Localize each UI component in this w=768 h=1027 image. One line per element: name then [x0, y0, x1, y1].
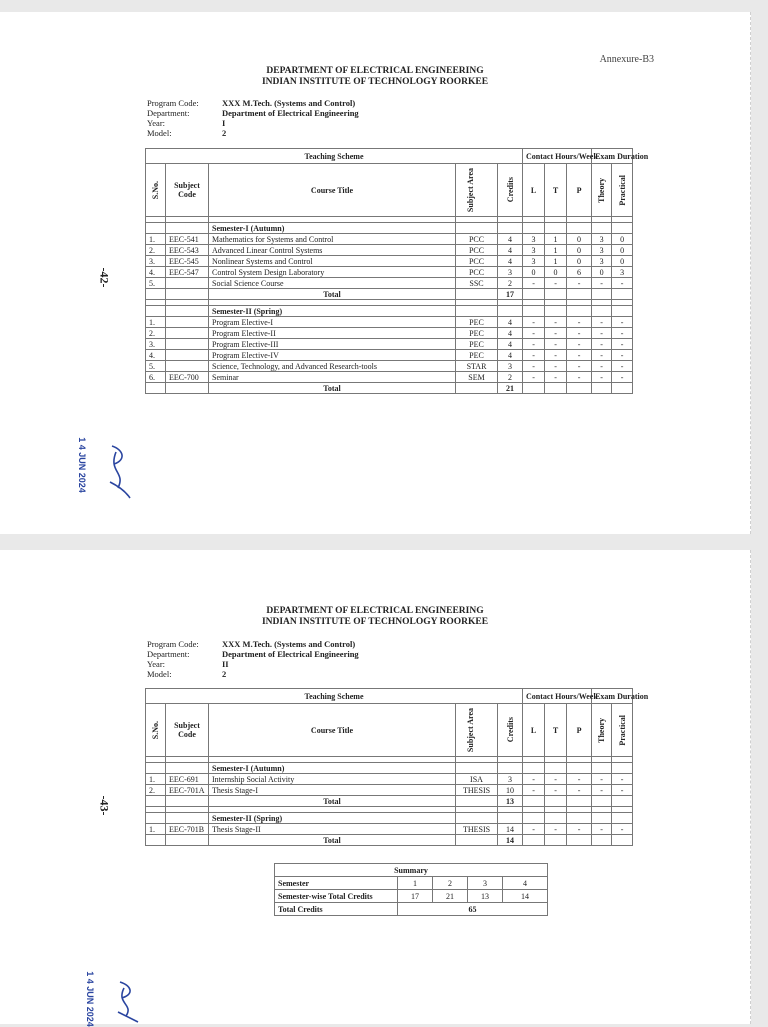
cell-theory: - — [592, 361, 612, 372]
cell-code: EEC-541 — [166, 234, 209, 245]
cell-l: - — [523, 824, 545, 835]
cell-area: THESIS — [456, 785, 498, 796]
teaching-scheme-header: Teaching Scheme — [146, 149, 523, 164]
cell-sno: 6. — [146, 372, 166, 383]
col-credits: Credits — [505, 717, 515, 743]
table-row — [146, 278, 633, 289]
cell-credits: 3 — [498, 774, 523, 785]
model-label: Model: — [147, 669, 172, 679]
col-theory: Theory — [597, 177, 607, 203]
cell-area: PCC — [456, 234, 498, 245]
contact-hours-header: Contact Hours/Week — [523, 149, 592, 164]
cell-title: Program Elective-II — [209, 328, 456, 339]
cell-practical: - — [612, 328, 633, 339]
cell-credits: 10 — [498, 785, 523, 796]
cell-sno: 2. — [146, 785, 166, 796]
total-credits: 21 — [498, 383, 523, 394]
cell-title: Science, Technology, and Advanced Research-tools — [209, 361, 456, 372]
cell-t: - — [545, 361, 567, 372]
total-label: Total — [209, 835, 456, 846]
model-label: Model: — [147, 128, 172, 138]
cell-sno: 2. — [146, 328, 166, 339]
cell-title: Internship Social Activity — [209, 774, 456, 785]
table-row — [146, 234, 633, 245]
cell-p: - — [567, 372, 592, 383]
cell-practical: 0 — [612, 245, 633, 256]
cell-p: - — [567, 278, 592, 289]
total-credits: 14 — [498, 835, 523, 846]
document-page-42 — [0, 12, 751, 534]
cell-title: Advanced Linear Control Systems — [209, 245, 456, 256]
col-sno: S.No. — [151, 180, 160, 200]
cell-p: - — [567, 328, 592, 339]
table-row — [146, 245, 633, 256]
cell-area: ISA — [456, 774, 498, 785]
summary-semester-1: 1 — [398, 877, 433, 890]
col-l: L — [523, 704, 545, 757]
cell-code — [166, 278, 209, 289]
summary-credits-2: 21 — [433, 890, 468, 903]
cell-credits: 4 — [498, 350, 523, 361]
col-practical: Practical — [617, 174, 627, 206]
col-subject-code: Subject Code — [166, 164, 209, 217]
cell-credits: 4 — [498, 317, 523, 328]
cell-p: - — [567, 317, 592, 328]
cell-l: - — [523, 372, 545, 383]
col-sno: S.No. — [151, 720, 160, 740]
cell-l: - — [523, 350, 545, 361]
cell-code: EEC-543 — [166, 245, 209, 256]
cell-l: - — [523, 361, 545, 372]
institute-heading: INDIAN INSTITUTE OF TECHNOLOGY ROORKEE — [261, 77, 489, 87]
cell-sno: 3. — [146, 256, 166, 267]
cell-title: Program Elective-III — [209, 339, 456, 350]
col-course-title: Course Title — [209, 164, 456, 217]
table-row — [146, 267, 633, 278]
cell-area: PEC — [456, 339, 498, 350]
department-label: Department: — [147, 649, 190, 659]
col-subject-area: Subject Area — [465, 167, 475, 213]
cell-area: PEC — [456, 317, 498, 328]
program-info — [147, 639, 359, 679]
cell-sno: 1. — [146, 317, 166, 328]
teaching-scheme-table-year2 — [145, 688, 649, 846]
signature-icon — [104, 442, 136, 502]
program-code-value: XXX M.Tech. (Systems and Control) — [222, 98, 356, 108]
cell-credits: 3 — [498, 267, 523, 278]
cell-p: 0 — [567, 256, 592, 267]
cell-theory: - — [592, 774, 612, 785]
exam-duration-header: Exam Duration — [592, 149, 633, 164]
program-code-value: XXX M.Tech. (Systems and Control) — [222, 639, 356, 649]
semester-title: Semester-I (Autumn) — [209, 763, 456, 774]
cell-theory: 3 — [592, 256, 612, 267]
col-subject-area: Subject Area — [465, 707, 475, 753]
cell-code: EEC-701B — [166, 824, 209, 835]
cell-area: PEC — [456, 328, 498, 339]
cell-credits: 4 — [498, 256, 523, 267]
document-page-43 — [0, 550, 751, 1027]
date-stamp: 1 4 JUN 2024 — [76, 437, 87, 493]
cell-l: - — [523, 317, 545, 328]
department-value: Department of Electrical Engineering — [222, 649, 359, 659]
cell-credits: 2 — [498, 278, 523, 289]
summary-total-label: Total Credits — [275, 903, 398, 916]
summary-semester-2: 2 — [433, 877, 468, 890]
cell-practical: - — [612, 339, 633, 350]
cell-t: - — [545, 328, 567, 339]
cell-p: - — [567, 350, 592, 361]
cell-code: EEC-547 — [166, 267, 209, 278]
cell-theory: 3 — [592, 245, 612, 256]
cell-p: 6 — [567, 267, 592, 278]
semester-title: Semester-II (Spring) — [209, 813, 456, 824]
cell-practical: - — [612, 774, 633, 785]
cell-t: 1 — [545, 245, 567, 256]
cell-theory: 0 — [592, 267, 612, 278]
table-row — [146, 361, 633, 372]
cell-t: - — [545, 317, 567, 328]
summary-semester-label: Semester — [275, 877, 398, 890]
cell-practical: - — [612, 372, 633, 383]
summary-semester-3: 3 — [468, 877, 503, 890]
cell-theory: - — [592, 350, 612, 361]
col-p: P — [567, 164, 592, 217]
cell-title: Program Elective-IV — [209, 350, 456, 361]
cell-code: EEC-545 — [166, 256, 209, 267]
cell-l: 3 — [523, 245, 545, 256]
cell-p: - — [567, 824, 592, 835]
cell-l: 3 — [523, 256, 545, 267]
page-number: -42- — [97, 267, 112, 288]
summary-total-value: 65 — [398, 903, 548, 916]
cell-sno: 4. — [146, 267, 166, 278]
signature-icon — [112, 978, 144, 1024]
cell-t: - — [545, 372, 567, 383]
cell-l: 3 — [523, 234, 545, 245]
table-row — [146, 350, 633, 361]
cell-theory: - — [592, 372, 612, 383]
cell-practical: - — [612, 361, 633, 372]
cell-credits: 4 — [498, 234, 523, 245]
col-subject-code: Subject Code — [166, 704, 209, 757]
cell-title: Thesis Stage-II — [209, 824, 456, 835]
summary-credits-1: 17 — [398, 890, 433, 903]
cell-sno: 3. — [146, 339, 166, 350]
summary-semester-4: 4 — [503, 877, 548, 890]
program-info — [147, 98, 359, 138]
col-course-title: Course Title — [209, 704, 456, 757]
cell-credits: 4 — [498, 339, 523, 350]
cell-p: 0 — [567, 245, 592, 256]
cell-code — [166, 328, 209, 339]
cell-l: - — [523, 278, 545, 289]
table-row — [146, 785, 633, 796]
summary-title: Summary — [275, 864, 548, 877]
cell-title: Thesis Stage-I — [209, 785, 456, 796]
model-value: 2 — [222, 128, 227, 138]
semester-title: Semester-I (Autumn) — [209, 223, 456, 234]
summary-table — [274, 863, 548, 916]
summary-credits-4: 14 — [503, 890, 548, 903]
cell-t: - — [545, 824, 567, 835]
cell-t: - — [545, 774, 567, 785]
cell-credits: 3 — [498, 361, 523, 372]
cell-code — [166, 361, 209, 372]
cell-l: - — [523, 339, 545, 350]
table-row — [146, 317, 633, 328]
col-theory: Theory — [597, 717, 607, 743]
table-row — [146, 774, 633, 785]
cell-title: Control System Design Laboratory — [209, 267, 456, 278]
table-row — [146, 372, 633, 383]
cell-credits: 2 — [498, 372, 523, 383]
cell-practical: 0 — [612, 256, 633, 267]
cell-p: - — [567, 774, 592, 785]
teaching-scheme-table-year1 — [145, 148, 649, 394]
cell-sno: 1. — [146, 234, 166, 245]
cell-l: - — [523, 785, 545, 796]
cell-theory: - — [592, 278, 612, 289]
cell-p: - — [567, 339, 592, 350]
summary-credits-label: Semester-wise Total Credits — [275, 890, 398, 903]
cell-area: PCC — [456, 267, 498, 278]
col-t: T — [545, 164, 567, 217]
cell-t: 1 — [545, 256, 567, 267]
table-row — [146, 328, 633, 339]
total-label: Total — [209, 383, 456, 394]
year-label: Year: — [147, 118, 166, 128]
cell-area: PCC — [456, 256, 498, 267]
year-value: II — [222, 659, 229, 669]
cell-sno: 1. — [146, 774, 166, 785]
year-label: Year: — [147, 659, 166, 669]
cell-theory: - — [592, 824, 612, 835]
cell-title: Mathematics for Systems and Control — [209, 234, 456, 245]
cell-title: Seminar — [209, 372, 456, 383]
table-row — [146, 824, 633, 835]
year-value: I — [222, 118, 226, 128]
cell-area: STAR — [456, 361, 498, 372]
exam-duration-header: Exam Duration — [592, 689, 633, 704]
total-credits: 13 — [498, 796, 523, 807]
col-p: P — [567, 704, 592, 757]
total-credits: 17 — [498, 289, 523, 300]
cell-title: Nonlinear Systems and Control — [209, 256, 456, 267]
model-value: 2 — [222, 669, 227, 679]
total-label: Total — [209, 796, 456, 807]
teaching-scheme-header: Teaching Scheme — [146, 689, 523, 704]
cell-area: PEC — [456, 350, 498, 361]
cell-theory: - — [592, 785, 612, 796]
contact-hours-header: Contact Hours/Week — [523, 689, 592, 704]
cell-l: - — [523, 328, 545, 339]
cell-theory: - — [592, 328, 612, 339]
col-practical: Practical — [617, 714, 627, 746]
department-heading: DEPARTMENT OF ELECTRICAL ENGINEERING — [266, 66, 484, 76]
cell-t: - — [545, 350, 567, 361]
cell-p: - — [567, 361, 592, 372]
cell-code — [166, 350, 209, 361]
cell-area: THESIS — [456, 824, 498, 835]
col-t: T — [545, 704, 567, 757]
table-row — [146, 339, 633, 350]
cell-practical: - — [612, 278, 633, 289]
cell-practical: - — [612, 317, 633, 328]
cell-code: EEC-700 — [166, 372, 209, 383]
cell-theory: - — [592, 317, 612, 328]
cell-code — [166, 339, 209, 350]
date-stamp: 1 4 JUN 2024 — [84, 971, 95, 1027]
total-label: Total — [209, 289, 456, 300]
cell-p: - — [567, 785, 592, 796]
cell-credits: 14 — [498, 824, 523, 835]
cell-practical: - — [612, 350, 633, 361]
col-credits: Credits — [505, 177, 515, 203]
department-label: Department: — [147, 108, 190, 118]
cell-t: - — [545, 339, 567, 350]
cell-area: PCC — [456, 245, 498, 256]
page-number: -43- — [97, 795, 112, 816]
cell-l: - — [523, 774, 545, 785]
cell-t: - — [545, 278, 567, 289]
cell-practical: - — [612, 824, 633, 835]
cell-t: 0 — [545, 267, 567, 278]
cell-theory: - — [592, 339, 612, 350]
cell-credits: 4 — [498, 328, 523, 339]
cell-area: SEM — [456, 372, 498, 383]
cell-p: 0 — [567, 234, 592, 245]
department-value: Department of Electrical Engineering — [222, 108, 359, 118]
cell-sno: 4. — [146, 350, 166, 361]
program-code-label: Program Code: — [147, 98, 199, 108]
cell-sno: 5. — [146, 278, 166, 289]
cell-area: SSC — [456, 278, 498, 289]
cell-code — [166, 317, 209, 328]
cell-practical: 3 — [612, 267, 633, 278]
col-l: L — [523, 164, 545, 217]
cell-t: 1 — [545, 234, 567, 245]
cell-title: Program Elective-I — [209, 317, 456, 328]
cell-sno: 5. — [146, 361, 166, 372]
cell-practical: - — [612, 785, 633, 796]
cell-credits: 4 — [498, 245, 523, 256]
semester-title: Semester-II (Spring) — [209, 306, 456, 317]
cell-title: Social Science Course — [209, 278, 456, 289]
table-row — [146, 256, 633, 267]
cell-code: EEC-701A — [166, 785, 209, 796]
cell-sno: 1. — [146, 824, 166, 835]
department-heading: DEPARTMENT OF ELECTRICAL ENGINEERING — [266, 606, 484, 616]
cell-practical: 0 — [612, 234, 633, 245]
cell-sno: 2. — [146, 245, 166, 256]
institute-heading: INDIAN INSTITUTE OF TECHNOLOGY ROORKEE — [261, 617, 489, 627]
annexure-label: Annexure-B3 — [599, 54, 654, 65]
cell-theory: 3 — [592, 234, 612, 245]
cell-l: 0 — [523, 267, 545, 278]
program-code-label: Program Code: — [147, 639, 199, 649]
cell-t: - — [545, 785, 567, 796]
summary-credits-3: 13 — [468, 890, 503, 903]
cell-code: EEC-691 — [166, 774, 209, 785]
